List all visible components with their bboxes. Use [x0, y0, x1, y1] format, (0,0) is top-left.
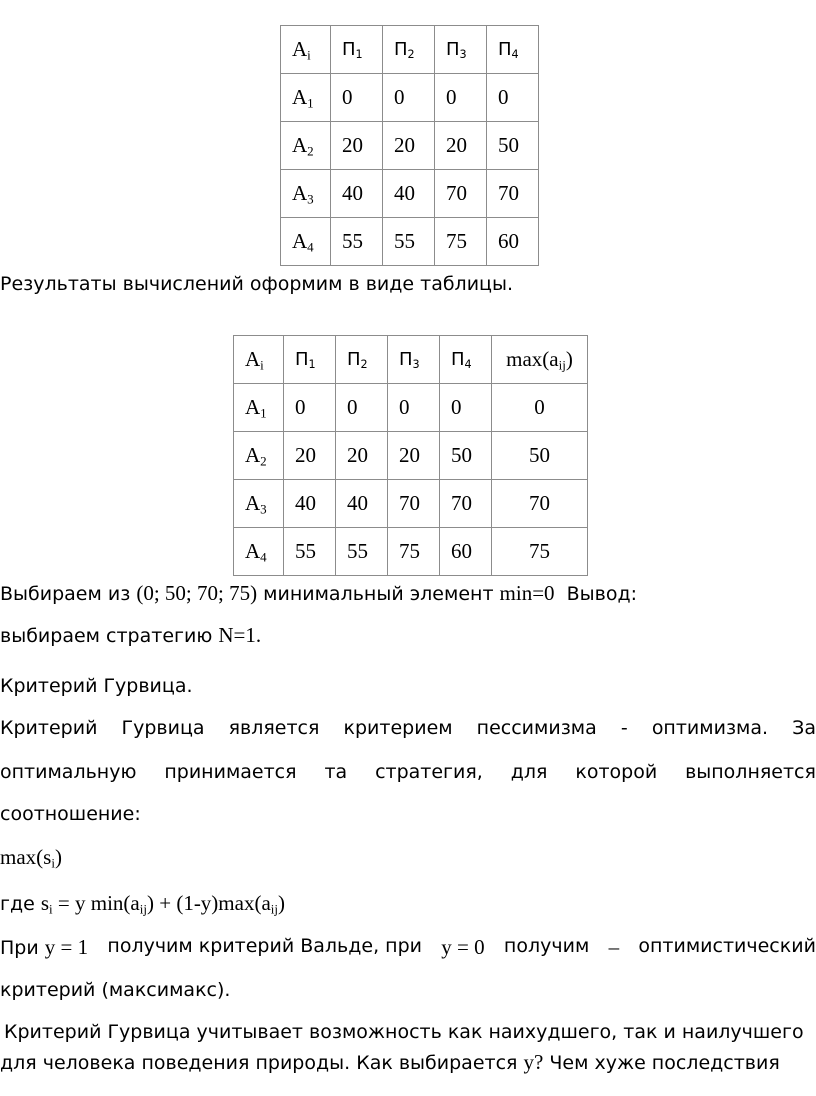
- table-cell: 0: [284, 384, 336, 432]
- choose-paragraph: Выбираем из (0; 50; 70; 75) минимальный элемент min=0 Вывод:: [0, 581, 638, 605]
- table-cell: 20: [331, 122, 383, 170]
- table-cell: 0: [383, 74, 435, 122]
- table-cell: 0: [331, 74, 383, 122]
- max-cell: 70: [492, 480, 588, 528]
- row-label: $A_2$: [234, 432, 284, 480]
- max-cell: 0: [492, 384, 588, 432]
- payoff-table: [280, 25, 539, 266]
- header-cell: $A_i$: [281, 26, 331, 74]
- word: оптимальную: [0, 761, 137, 783]
- criteria-paragraph-line: При y = 1 получим критерий Вальде, при y = 0 получим – оптимистический: [0, 935, 816, 959]
- row-label: $A_1$: [281, 74, 331, 122]
- table-cell: 55: [284, 528, 336, 576]
- table-cell: 55: [336, 528, 388, 576]
- header-cell: $П_3$: [435, 26, 487, 74]
- hurwicz-paragraph-line: [0, 717, 816, 739]
- hurwicz-note-line: для человека поведения природы. Как выбирается y? Чем хуже последствия: [0, 1050, 780, 1074]
- table-row: [281, 122, 539, 170]
- table-cell: 55: [331, 218, 383, 266]
- table-cell: 0: [388, 384, 440, 432]
- table-cell: 0: [435, 74, 487, 122]
- word: Критерий: [0, 717, 98, 739]
- table-cell: 70: [440, 480, 492, 528]
- table-cell: 55: [383, 218, 435, 266]
- table-cell: 40: [336, 480, 388, 528]
- criteria-paragraph-end: критерий (максимакс).: [0, 979, 231, 1001]
- hurwicz-note-line: Критерий Гурвица учитывает возможность как наихудшего, так и наилучшего: [4, 1021, 804, 1043]
- formula-where: где $s_i = y$ $\min(a_{ij}) + (1-y)\max(a_{ij})$: [0, 891, 286, 917]
- word: принимается: [164, 761, 297, 783]
- table-row: [281, 170, 539, 218]
- results-table: [233, 335, 588, 576]
- header-cell: $П_3$: [388, 336, 440, 384]
- max-cell: 75: [492, 528, 588, 576]
- header-cell: $П_2$: [383, 26, 435, 74]
- word: -: [620, 717, 628, 739]
- word: та: [324, 761, 348, 783]
- table-cell: 50: [487, 122, 539, 170]
- word: Гурвица: [121, 717, 205, 739]
- table-cell: 20: [435, 122, 487, 170]
- table-cell: 40: [383, 170, 435, 218]
- table-cell: 60: [440, 528, 492, 576]
- row-label: $A_3$: [281, 170, 331, 218]
- table-cell: 0: [487, 74, 539, 122]
- table-cell: 0: [440, 384, 492, 432]
- table-row: [234, 528, 588, 576]
- max-cell: 50: [492, 432, 588, 480]
- table-cell: 20: [388, 432, 440, 480]
- table-cell: 20: [284, 432, 336, 480]
- row-label: $A_4$: [281, 218, 331, 266]
- word: критерием: [343, 717, 453, 739]
- table-row: [281, 74, 539, 122]
- table-row: [234, 480, 588, 528]
- formula-max: $\max(s_i)$: [0, 845, 62, 871]
- word: стратегия,: [375, 761, 483, 783]
- row-label: $A_4$: [234, 528, 284, 576]
- table-cell: 50: [440, 432, 492, 480]
- word: которой: [575, 761, 658, 783]
- table-cell: 40: [331, 170, 383, 218]
- header-cell: $П_1$: [331, 26, 383, 74]
- table-cell: 20: [383, 122, 435, 170]
- header-cell: $П_4$: [487, 26, 539, 74]
- table-row: [234, 432, 588, 480]
- word: оптимизма.: [651, 717, 769, 739]
- word: пессимизма: [476, 717, 597, 739]
- word: выполняется: [685, 761, 816, 783]
- table-cell: 0: [336, 384, 388, 432]
- word: За: [792, 717, 816, 739]
- max-header-cell: $\max(a_{ij})$: [492, 336, 588, 384]
- hurwicz-title: Критерий Гурвица.: [0, 675, 193, 697]
- strategy-paragraph: выбираем стратегию N=1.: [0, 623, 262, 647]
- table-row: [234, 384, 588, 432]
- table-header-row: [281, 26, 539, 74]
- hurwicz-paragraph-end: соотношение:: [0, 803, 141, 825]
- table-header-row: [234, 336, 588, 384]
- header-cell: $A_i$: [234, 336, 284, 384]
- table-cell: 60: [487, 218, 539, 266]
- table-cell: 70: [435, 170, 487, 218]
- caption-text: Результаты вычислений оформим в виде таблицы.: [0, 273, 514, 295]
- word: является: [228, 717, 320, 739]
- table-cell: 40: [284, 480, 336, 528]
- row-label: $A_2$: [281, 122, 331, 170]
- header-cell: $П_2$: [336, 336, 388, 384]
- table-cell: 70: [388, 480, 440, 528]
- row-label: $A_1$: [234, 384, 284, 432]
- table-cell: 20: [336, 432, 388, 480]
- table-row: [281, 218, 539, 266]
- table-cell: 75: [435, 218, 487, 266]
- word: для: [510, 761, 548, 783]
- row-label: $A_3$: [234, 480, 284, 528]
- header-cell: $П_1$: [284, 336, 336, 384]
- hurwicz-paragraph-line: [0, 761, 816, 783]
- table-cell: 75: [388, 528, 440, 576]
- table-cell: 70: [487, 170, 539, 218]
- header-cell: $П_4$: [440, 336, 492, 384]
